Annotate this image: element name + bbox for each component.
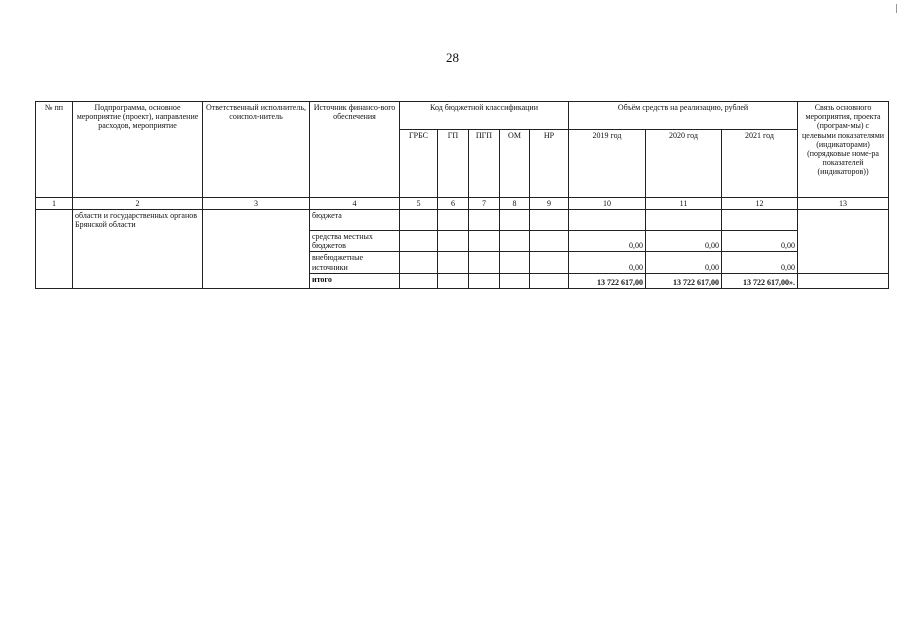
total-2019: 13 722 617,00 [569, 273, 646, 288]
source-cell-total: итого [310, 273, 400, 288]
om-cell [500, 252, 530, 273]
header-year-2020: 2020 год [646, 130, 722, 198]
column-number: 12 [722, 198, 798, 210]
header-nr: НР [530, 130, 569, 198]
page-number: 28 [446, 50, 459, 65]
link-cell [798, 210, 889, 274]
value-2021 [722, 210, 798, 231]
value-2020: 0,00 [646, 252, 722, 273]
om-cell [500, 231, 530, 252]
om-cell [500, 210, 530, 231]
value-2019: 0,00 [569, 252, 646, 273]
gp-cell [438, 252, 469, 273]
value-2020: 0,00 [646, 231, 722, 252]
column-number: 5 [400, 198, 438, 210]
value-2021: 0,00 [722, 231, 798, 252]
link-cell-total [798, 273, 889, 288]
column-number: 9 [530, 198, 569, 210]
nr-cell [530, 210, 569, 231]
header-grbs: ГРБС [400, 130, 438, 198]
total-2020: 13 722 617,00 [646, 273, 722, 288]
executor-cell [203, 210, 310, 289]
column-number: 3 [203, 198, 310, 210]
nr-cell [530, 231, 569, 252]
header-executor: Ответственный исполнитель, соиспол-нитель [203, 102, 310, 198]
column-number: 2 [73, 198, 203, 210]
column-number: 13 [798, 198, 889, 210]
header-year-2019: 2019 год [569, 130, 646, 198]
header-pgp: ПГП [469, 130, 500, 198]
source-cell: средства местных бюджетов [310, 231, 400, 252]
row-num-cell [36, 210, 73, 289]
pgp-cell [469, 252, 500, 273]
header-budget-code: Код бюджетной классификации [400, 102, 569, 130]
pgp-cell [469, 210, 500, 231]
column-number: 11 [646, 198, 722, 210]
header-gp: ГП [438, 130, 469, 198]
header-amount: Объём средств на реализацию, рублей [569, 102, 798, 130]
program-cell: области и государственных органов Брянской области [73, 210, 203, 289]
value-2021: 0,00 [722, 252, 798, 273]
column-number: 4 [310, 198, 400, 210]
pgp-cell [469, 273, 500, 288]
value-2019: 0,00 [569, 231, 646, 252]
source-cell: внебюджетные источники [310, 252, 400, 273]
grbs-cell [400, 231, 438, 252]
header-year-2021: 2021 год [722, 130, 798, 198]
grbs-cell [400, 273, 438, 288]
header-row-main [36, 102, 889, 130]
grbs-cell [400, 252, 438, 273]
header-om: ОМ [500, 130, 530, 198]
om-cell [500, 273, 530, 288]
column-number: 8 [500, 198, 530, 210]
column-number-row [36, 198, 889, 210]
header-source: Источник финансо-вого обеспечения [310, 102, 400, 198]
pgp-cell [469, 231, 500, 252]
gp-cell [438, 210, 469, 231]
header-num: № пп [36, 102, 73, 198]
column-number: 1 [36, 198, 73, 210]
header-link: Связь основного мероприятия, проекта (програм-мы) с целевыми показателями (индикаторами) (порядковые номе-ра показателей (индикаторов)) [798, 102, 889, 198]
column-number: 7 [469, 198, 500, 210]
table-row [36, 210, 889, 231]
value-2020 [646, 210, 722, 231]
nr-cell [530, 273, 569, 288]
header-program: Подпрограмма, основное мероприятие (проект), направление расходов, мероприятие [73, 102, 203, 198]
scan-edge-mark [896, 4, 897, 13]
grbs-cell [400, 210, 438, 231]
source-cell: бюджета [310, 210, 400, 231]
gp-cell [438, 231, 469, 252]
value-2019 [569, 210, 646, 231]
budget-table [35, 101, 889, 289]
nr-cell [530, 252, 569, 273]
total-2021: 13 722 617,00». [722, 273, 798, 288]
column-number: 10 [569, 198, 646, 210]
column-number: 6 [438, 198, 469, 210]
gp-cell [438, 273, 469, 288]
